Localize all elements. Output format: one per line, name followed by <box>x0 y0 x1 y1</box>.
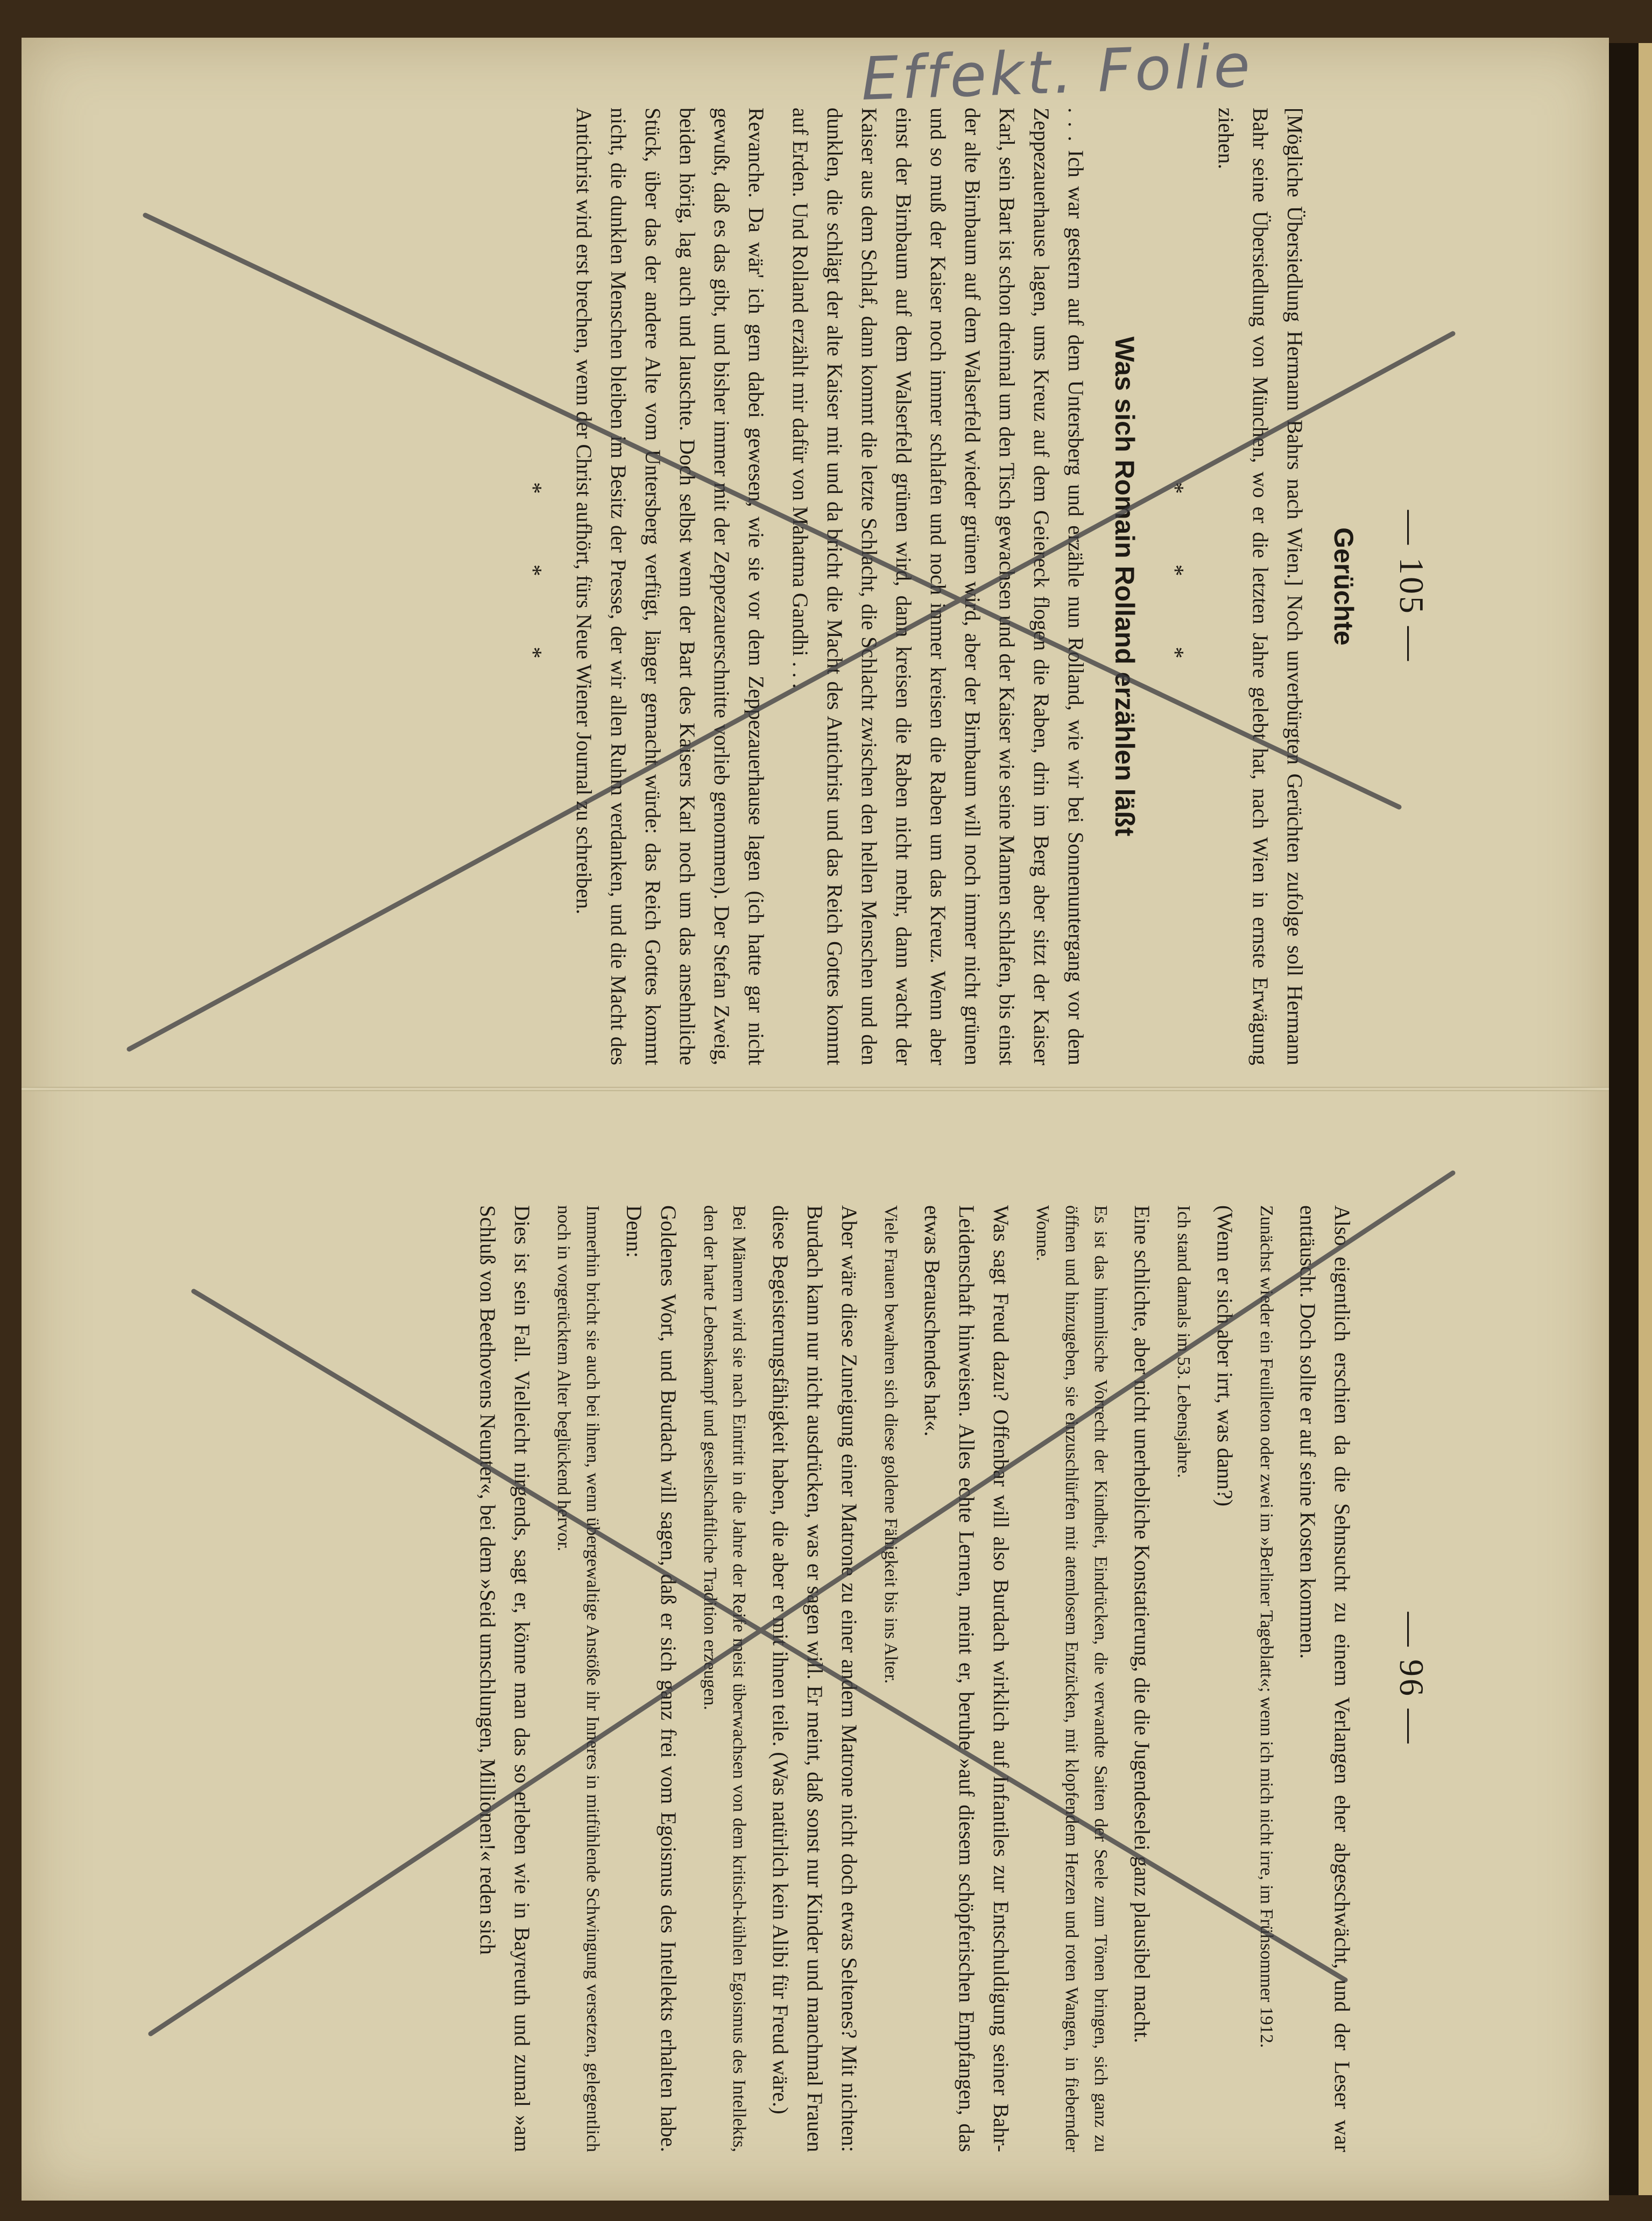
pencil-annotation: Effekt. Folie <box>860 31 1254 114</box>
separator-stars: * * * <box>520 482 547 691</box>
quote-paragraph: Es ist das himmlische Vorrecht der Kindheit, Eindrücken, die verwandte Saiten der Seele zum Tönen bringen, sich ganz zu öffnen und hinzugeben, sie einzuschlürfen mit atemlosem Entzücken, mit klopfendem Herzen und roten Wangen, in fiebernder Wonne. <box>1033 1205 1111 2152</box>
paragraph: Aber wäre diese Zuneigung einer Matrone zu einer andern Matrone nicht doch etwas Seltenes? Mit nichten: Burdach kann nur nicht ausdrücken, was er sagen will. Er meint, daß sonst nur Kinder und manchmal Frauen diese Begeisterungsfähigkeit haben, die aber er mit ihnen teile. (Was natürlich kein Alibi für Freud wäre.) <box>768 1205 862 2152</box>
paragraph: Revanche. Da wär' ich gern dabei gewesen, wie sie vor dem Zeppezauerhause lagen (ich hatte gar nicht gewußt, daß es das gibt, und bisher immer mit der Zeppezauerschnitte vorlieb genommen). Der Stefan Zweig, beiden hörig, lag auch und lauschte. Doch selbst wenn der Bart des Kaisers Karl noch um das ansehnliche Stück, über das der andere Alte vom Untersberg verfügt, länger gemacht würde: das Reich Gottes kommt nicht, die dunklen Menschen bleiben im Besitz der Presse, der wir allen Ruhm verdanken, und die Macht des Antichrist wird erst brechen, wenn der Christ aufhört, fürs Neue Wiener Journal zu schreiben. <box>572 108 768 1065</box>
crossout-stroke <box>145 215 1399 807</box>
crossout-stroke <box>194 1291 1345 1980</box>
section-text: [Mögliche Übersiedlung Hermann Bahrs nach Wien.] Noch unverbürgten Gerüchten zufolge soll Hermann Bahr seine Übersiedlung von München, wo er die letzten Jahre gelebt hat, nach Wien in ernste Erwägung ziehen. <box>1214 108 1307 1065</box>
section-title-rolland: Was sich Romain Rolland erzählen läßt <box>1110 336 1140 837</box>
paragraph: Also eigentlich erschien da die Sehnsucht zu einem Verlangen eher abgeschwächt, und der Leser war enttäuscht. Doch sollte er auf seine Kosten kommen. <box>1296 1205 1354 2152</box>
paragraph: Dies ist sein Fall. Vielleicht nirgends, sagt er, könne man das so erleben wie in Bayreuth und zumal »am Schluß von Beethovens Neunter«, bei dem »Seid umschlungen, Millionen!« reden sich <box>476 1205 534 2152</box>
quote-paragraph: Bei Männern wird sie nach Eintritt in die Jahre der Reife meist überwachsen von dem kritisch-kühlen Egoismus des Intellekts, den der harte Lebenskampf und gesellschaftliche Tradition erzeugen. <box>700 1205 749 2152</box>
quote-paragraph: Zunächst wieder ein Feuilleton oder zwei im »Berliner Tageblatt«; wenn ich mich nicht irre, im Frühsommer 1912. <box>1256 1205 1276 2048</box>
paragraph: Goldenes Wort, und Burdach will sagen, daß er sich ganz frei vom Egoismus des Intellekts erhalten habe. Denn: <box>622 1205 681 2152</box>
paragraph: Was sagt Freud dazu? Offenbar will also Burdach wirklich auf Infantiles zur Entschuldigung seiner Bahr-Leidenschaft hinweisen. Alles echte Lernen, meint er, beruhe »auf diesem schöpferischen Empfangen, das etwas Berauschendes hat«. <box>920 1205 1013 2152</box>
quote-paragraph: Immerhin bricht sie auch bei ihnen, wenn übergewaltige Anstöße ihr Inneres in mitfühlende Schwingung versetzen, gelegentlich noch in vorgerücktem Alter beglückend hervor. <box>554 1205 603 2152</box>
page-number: — 105 — <box>1393 510 1431 663</box>
paragraph: . . . Ich war gestern auf dem Untersberg und erzähle nun Rolland, wie wir bei Sonnenuntergang vor dem Zeppezauerhause lagen, ums Kreuz auf dem Geiereck flogen die Raben, drin im Berg aber sitzt der Kaiser Karl, sein Bart ist schon dreimal um den Tisch gewachsen und der Kaiser wie seine Mannen schlafen, bis einst der alte Birnbaum auf dem Walserfeld wieder grünen wird, aber der Birnbaum will noch immer nicht grünen und so muß der Kaiser noch immer schlafen und noch immer kreisen die Raben um das Kreuz. Wenn aber einst der Birnbaum auf dem Walserfeld grünen wird, dann kreisen die Raben nicht mehr, dann wacht der Kaiser aus dem Schlaf, dann kommt die letzte Schlacht, die Schlacht zwischen den hellen Menschen und den dunklen, die schlägt der alte Kaiser mit und da bricht die Macht des Antichrist und das Reich Gottes kommt auf Erden. Und Rolland erzählt mir dafür von Mahatma Gandhi . . . <box>788 108 1088 1065</box>
crossout-stroke <box>151 1173 1453 2034</box>
quote-paragraph: Viele Frauen bewahren sich diese goldene Fähigkeit bis ins Alter. <box>881 1205 901 1684</box>
paragraph: (Wenn er sich aber irrt, was dann?) <box>1213 1205 1237 1506</box>
section-title-geruechte: Gerüchte <box>1329 527 1359 646</box>
paragraph: Eine schlichte, aber nicht unerhebliche Konstatierung, die die Jugendeselei ganz plausibel macht. <box>1130 1205 1154 2043</box>
page-number: — 96 — <box>1393 1612 1431 1745</box>
crossout-stroke <box>129 334 1453 1049</box>
quote-paragraph: Ich stand damals im 53. Lebensjahre. <box>1174 1205 1194 1479</box>
separator-stars: * * * <box>1162 482 1189 691</box>
